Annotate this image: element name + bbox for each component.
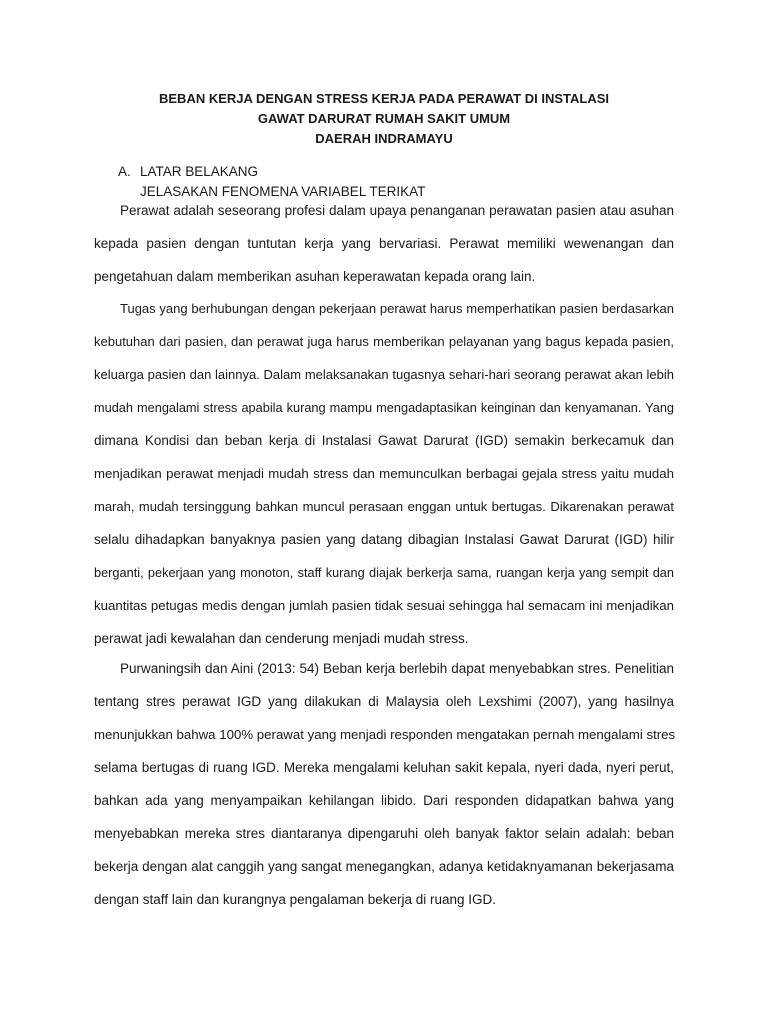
paragraph-line: kebutuhan dari pasien, dan perawat juga harus memberikan pelayanan yang bagus kepada pasien,: [94, 334, 674, 349]
paragraph-line: tentang stres perawat IGD yang dilakukan di Malaysia oleh Lexshimi (2007), yang hasilnya: [94, 694, 674, 709]
paragraph-line: bahkan ada yang menyampaikan kehilangan libido. Dari responden didapatkan bahwa yang: [94, 793, 674, 808]
paragraph-line: berganti, pekerjaan yang monoton, staff kurang diajak berkerja sama, ruangan kerja yang sempit dan: [94, 565, 674, 580]
section-heading-text: LATAR BELAKANG: [140, 164, 259, 179]
paragraph-line: pengetahuan dalam memberikan asuhan keperawatan kepada orang lain.: [94, 269, 536, 284]
paragraph-line: perawat jadi kewalahan dan cenderung menjadi mudah stress.: [94, 631, 469, 646]
paragraph-line: Tugas yang berhubungan dengan pekerjaan perawat harus memperhatikan pasien berdasarkan: [120, 301, 674, 316]
paragraph-line: menunjukkan bahwa 100% perawat yang menjadi responden mengatakan pernah mengalami stres: [94, 727, 676, 742]
paragraph-line: selalu dihadapkan banyaknya pasien yang datang dibagian Instalasi Gawat Darurat (IGD) hilir: [94, 532, 674, 547]
paragraph-line: selama bertugas di ruang IGD. Mereka mengalami keluhan sakit kepala, nyeri dada, nyeri perut,: [94, 760, 674, 775]
paragraph-line: menjadikan perawat menjadi mudah stress dan memunculkan berbagai gejala stress yaitu mudah: [94, 466, 674, 481]
paragraph-line: dimana Kondisi dan beban kerja di Instalasi Gawat Darurat (IGD) semakin berkecamuk dan: [94, 433, 674, 448]
paragraph-line: menyebabkan mereka stres diantaranya dipengaruhi oleh banyak faktor selain adalah: beban: [94, 826, 674, 841]
title-line-1: BEBAN KERJA DENGAN STRESS KERJA PADA PERAWAT DI INSTALASI: [159, 91, 609, 106]
paragraph-line: kepada pasien dengan tuntutan kerja yang bervariasi. Perawat memiliki wewenangan dan: [94, 236, 674, 251]
paragraph-line: mudah mengalami stress apabila kurang mampu mengadaptasikan keinginan dan kenyamanan. Yang: [94, 400, 674, 415]
paragraph-line: keluarga pasien dan lainnya. Dalam melaksanakan tugasnya sehari-hari seorang perawat akan lebih: [94, 367, 674, 382]
paragraph-line: kuantitas petugas medis dengan jumlah pasien tidak sesuai sehingga hal semacam ini menjadikan: [94, 598, 674, 613]
document-title: [0, 89, 768, 149]
paragraph-3: [94, 660, 674, 924]
paragraph-line: bekerja dengan alat canggih yang sangat menegangkan, adanya ketidaknyamanan bekerjasama: [94, 859, 674, 874]
section-subheading: JELASAKAN FENOMENA VARIABEL TERIKAT: [140, 184, 426, 199]
paragraph-line: dengan staff lain dan kurangnya pengalaman bekerja di ruang IGD.: [94, 892, 497, 907]
paragraph-1: [94, 202, 674, 301]
paragraph-line: Purwaningsih dan Aini (2013: 54) Beban kerja berlebih dapat menyebabkan stres. Penelitian: [120, 661, 674, 676]
title-line-3: DAERAH INDRAMAYU: [315, 131, 453, 146]
title-line-2: GAWAT DARURAT RUMAH SAKIT UMUM: [257, 111, 511, 126]
paragraph-line: Perawat adalah seseorang profesi dalam upaya penanganan perawatan pasien atau asuhan: [120, 203, 674, 218]
paragraph-2: [94, 300, 674, 663]
section-heading: [118, 163, 258, 181]
paragraph-line: marah, mudah tersinggung bahkan muncul perasaan enggan untuk bertugas. Dikarenakan perawat: [94, 499, 674, 514]
section-number: A.: [118, 164, 131, 179]
